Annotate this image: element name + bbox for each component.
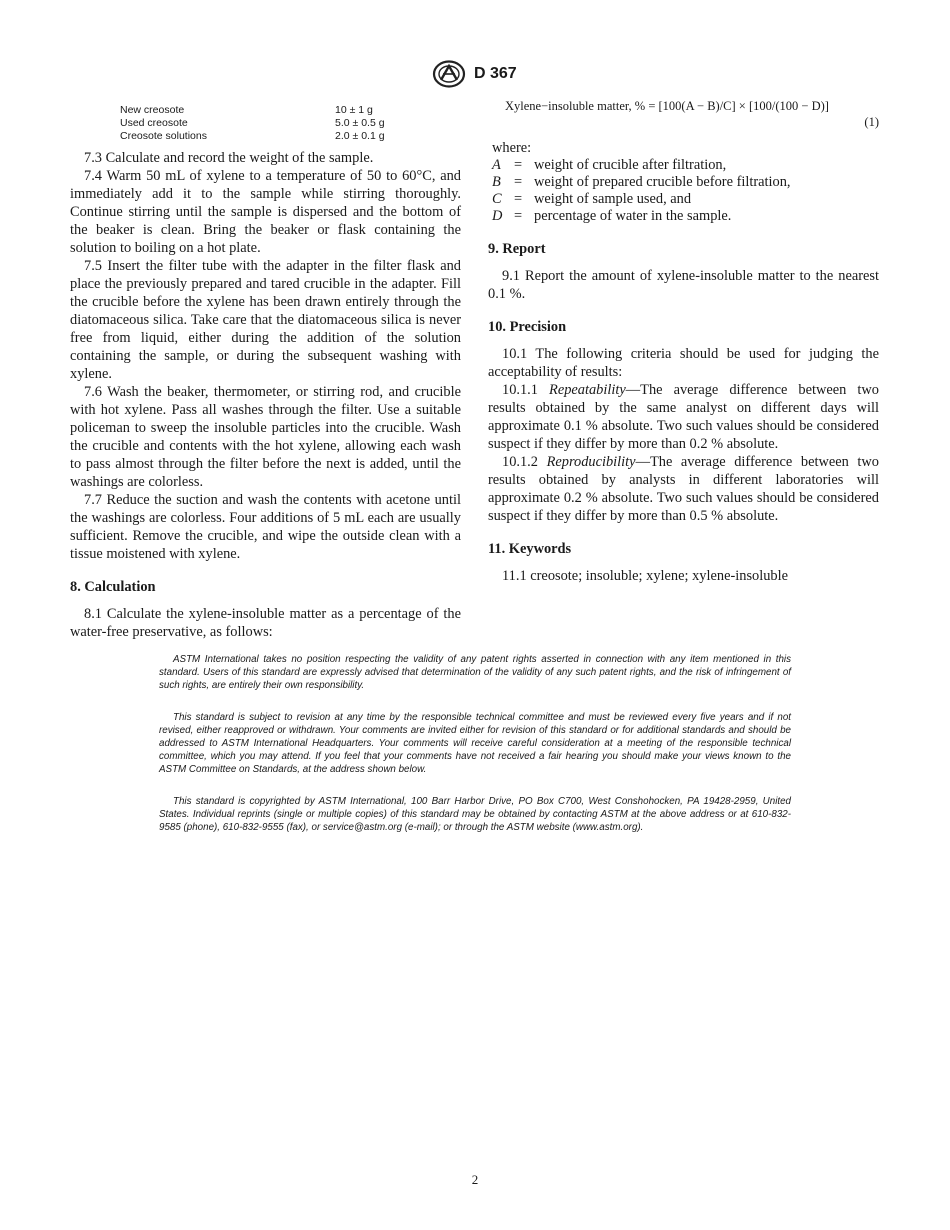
section-8-heading: 8. Calculation xyxy=(70,579,156,595)
legal-footer xyxy=(159,653,791,853)
table-row xyxy=(120,130,445,143)
variable-symbol: D xyxy=(492,208,503,224)
variable-symbol: C xyxy=(492,191,502,207)
variable-description: weight of crucible after filtration, xyxy=(534,157,727,173)
sample-type: Creosote solutions xyxy=(120,130,207,142)
sample-type: Used creosote xyxy=(120,117,188,129)
paragraph-7-6: 7.6 Wash the beaker, thermometer, or stirring rod, and crucible with hot xylene. Pass all washes through the filter. Use a suitable policeman to sweep the insoluble particles into the crucible. Wash the crucible and contents with the hot xylene, allowing each wash to pass almost through the filter before the next is added, until the washings are colorless. xyxy=(70,384,461,490)
section-11-heading: 11. Keywords xyxy=(488,541,572,557)
page-number: 2 xyxy=(471,1172,479,1187)
sample-amount: 10 ± 1 g xyxy=(335,104,373,116)
paragraph-11-1: 11.1 creosote; insoluble; xylene; xylene-insoluble xyxy=(502,568,789,584)
document-id: D 367 xyxy=(474,65,517,82)
list-item xyxy=(492,174,791,191)
section-10-heading: 10. Precision xyxy=(488,319,567,335)
paragraph-10-1: 10.1 The following criteria should be used for judging the acceptability of results: xyxy=(488,346,879,380)
equals-sign: = xyxy=(514,174,523,190)
variable-description: weight of prepared crucible before filtration, xyxy=(534,174,791,190)
variable-symbol: A xyxy=(492,157,501,173)
page-header xyxy=(0,60,950,90)
sample-type: New creosote xyxy=(120,104,185,116)
paragraph-text: —The average difference between two results obtained by analysts in different laboratories will approximate 0.2 % absolute. Two such values should be considered suspect if they differ by more than 0.5 % absolute. xyxy=(488,454,879,524)
footer-revision-notice: This standard is subject to revision at any time by the responsible technical committee and must be reviewed every five years and if not revised, either reapproved or withdrawn. Your comments are invited either for revision of this standard or for additional standards and should be addressed to ASTM International Headquarters. Your comments will receive careful consideration at a meeting of the responsible technical committee, which you may attend. If you feel that your comments have not received a fair hearing you should make your views known to the ASTM Committee on Standards, at the address shown below. xyxy=(159,712,791,775)
right-column xyxy=(488,98,879,585)
term-reproducibility: Reproducibility xyxy=(546,454,636,470)
variable-symbol: B xyxy=(492,174,501,190)
astm-logo-icon xyxy=(432,60,466,88)
list-item xyxy=(492,208,791,225)
section-9-heading: 9. Report xyxy=(488,241,546,257)
paragraph-10-1-1 xyxy=(488,381,879,453)
list-item xyxy=(492,191,791,208)
paragraph-8-1: 8.1 Calculate the xylene-insoluble matter as a percentage of the water-free preservative, as follows: xyxy=(70,606,461,640)
sample-amount: 5.0 ± 0.5 g xyxy=(335,117,385,129)
list-item xyxy=(492,157,791,174)
table-row xyxy=(120,104,445,117)
table-row xyxy=(120,117,445,130)
variable-definitions xyxy=(492,157,791,225)
variable-description: percentage of water in the sample. xyxy=(534,208,732,224)
paragraph-7-5: 7.5 Insert the filter tube with the adapter in the filter flask and place the previously prepared and tared crucible in the adapter. Fill the crucible before the xylene has been drawn entirely through the diatomaceous silica. Take care that the diatomaceous silica is never free from liquid, either during the addition of the solution containing the sample, or during the subsequent washing with xylene. xyxy=(70,258,461,382)
where-label: where: xyxy=(492,140,532,156)
sample-size-table xyxy=(120,104,445,143)
equals-sign: = xyxy=(514,191,523,207)
paragraph-number: 10.1.2 xyxy=(502,454,538,470)
paragraph-7-4: 7.4 Warm 50 mL of xylene to a temperature of 50 to 60°C, and immediately add it to the sample while stirring thoroughly. Continue stirring until the sample is dispersed and the bottom of the beaker is clean. Bring the beaker or flask containing the solution to boiling on a hot plate. xyxy=(70,168,461,256)
left-column xyxy=(70,104,461,641)
equals-sign: = xyxy=(514,157,523,173)
paragraph-9-1: 9.1 Report the amount of xylene-insoluble matter to the nearest 0.1 %. xyxy=(488,268,879,302)
footer-patent-notice: ASTM International takes no position respecting the validity of any patent rights asserted in connection with any item mentioned in this standard. Users of this standard are expressly advised that determination of the validity of any such patent rights, and the risk of infringement of such rights, are entirely their own responsibility. xyxy=(159,654,791,691)
paragraph-10-1-2 xyxy=(488,453,879,525)
sample-amount: 2.0 ± 0.1 g xyxy=(335,130,385,142)
paragraph-text: —The average difference between two results obtained by the same analyst on different days will approximate 0.1 % absolute. Two such values should be considered suspect if they differ by more than 0.2 % absolute. xyxy=(488,382,879,452)
equals-sign: = xyxy=(514,208,523,224)
equation-number: (1) xyxy=(864,115,879,129)
term-repeatability: Repeatability xyxy=(549,382,626,398)
paragraph-number: 10.1.1 xyxy=(502,382,538,398)
footer-copyright-notice: This standard is copyrighted by ASTM International, 100 Barr Harbor Drive, PO Box C700, West Conshohocken, PA 19428-2959, United States. Individual reprints (single or multiple copies) of this standard may be obtained by contacting ASTM at the above address or at 610-832-9585 (phone), 610-832-9555 (fax), or service@astm.org (e-mail); or through the ASTM website (www.astm.org). xyxy=(159,796,791,833)
variable-description: weight of sample used, and xyxy=(534,191,692,207)
equation-1: Xylene−insoluble matter, % = [100(A − B)/C] × [100/(100 − D)] xyxy=(505,99,829,113)
paragraph-7-3: 7.3 Calculate and record the weight of the sample. xyxy=(84,150,374,166)
paragraph-7-7: 7.7 Reduce the suction and wash the contents with acetone until the washings are colorless. Four additions of 5 mL each are usually sufficient. Remove the crucible, and wipe the outside clean with a tissue moistened with xylene. xyxy=(70,492,461,562)
